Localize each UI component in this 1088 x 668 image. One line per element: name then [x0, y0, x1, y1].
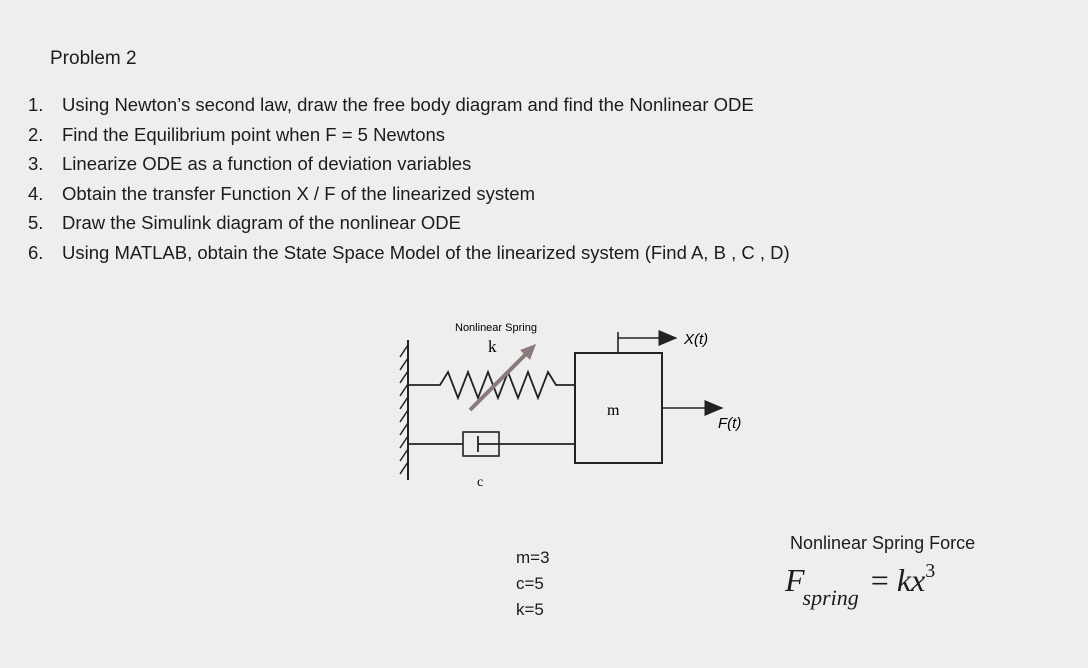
- item-number: 4.: [28, 182, 44, 204]
- damper-c-label: c: [477, 475, 484, 490]
- param-mass: m=3: [516, 548, 550, 567]
- parameter-list: [516, 545, 550, 623]
- item-number: 3.: [28, 153, 44, 174]
- equation-equals: =: [870, 562, 889, 598]
- mass-label: m: [607, 402, 620, 419]
- spring-force-title: Nonlinear Spring Force: [790, 533, 976, 553]
- equation-lhs-subscript: spring: [802, 585, 859, 610]
- wall: [400, 340, 408, 480]
- damper: [408, 432, 575, 456]
- item-number: 5.: [28, 212, 44, 233]
- spring: [408, 372, 575, 398]
- spring-title: Nonlinear Spring: [455, 322, 537, 334]
- param-stiffness: k=5: [516, 600, 544, 619]
- item-number: 2.: [28, 123, 44, 145]
- equation-lhs: F: [785, 562, 805, 598]
- item-text: Linearize ODE as a function of deviation variables: [62, 153, 472, 174]
- equation-rhs-exponent: 3: [925, 560, 936, 582]
- item-text: Obtain the transfer Function X / F of the linearized system: [62, 182, 535, 204]
- item-text: Find the Equilibrium point when F = 5 Newtons: [62, 123, 446, 145]
- item-text: Using MATLAB, obtain the State Space Model of the linearized system (Find A, B , C , D): [62, 241, 790, 263]
- spring-force-equation: [785, 560, 936, 610]
- displacement-arrow: [618, 332, 676, 353]
- item-text: Using Newton’s second law, draw the free body diagram and find the Nonlinear ODE: [62, 94, 754, 115]
- item-text: Draw the Simulink diagram of the nonlinear ODE: [62, 212, 461, 233]
- displacement-label: X(t): [684, 331, 709, 348]
- force-label: F(t): [718, 415, 742, 432]
- item-number: 1.: [28, 94, 44, 115]
- param-damping: c=5: [516, 574, 544, 593]
- equation-rhs: kx: [896, 562, 926, 598]
- problem-title: Problem 2: [50, 48, 137, 69]
- item-number: 6.: [28, 241, 44, 263]
- spring-k-label: k: [488, 337, 497, 356]
